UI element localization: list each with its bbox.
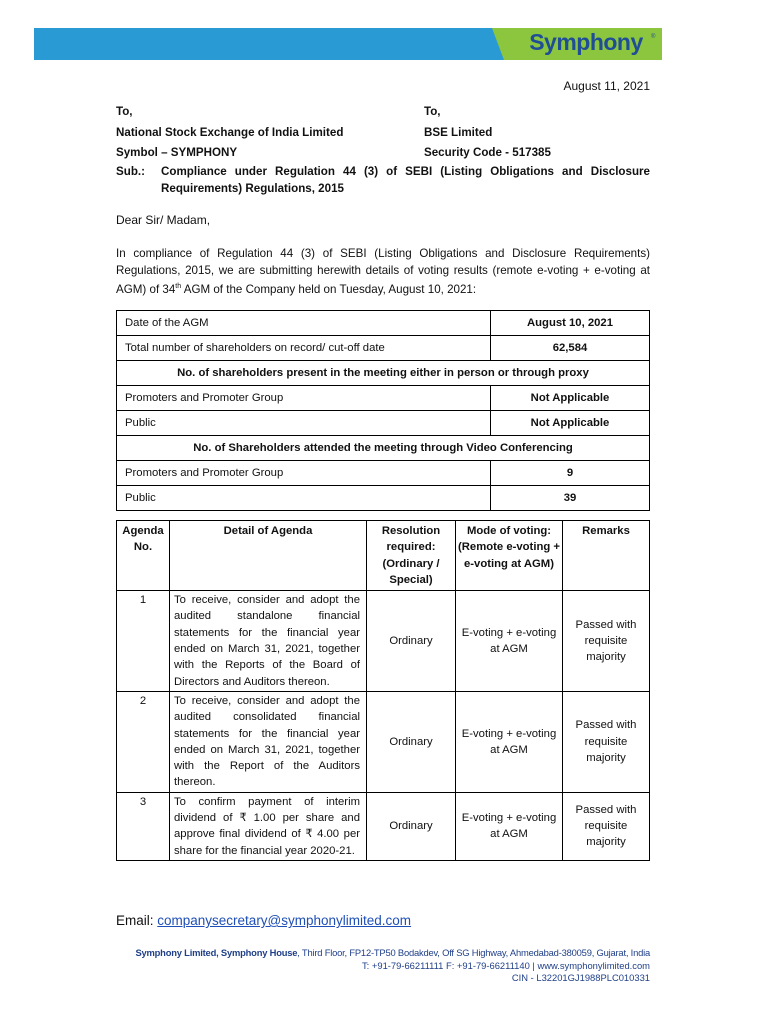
company-footer [135,947,650,985]
recipient-to: To, [424,105,441,118]
present-promoter-label: Promoters and Promoter Group [117,386,491,411]
agenda-remarks: Passed with requisite majority [563,591,650,692]
vc-section-header: No. of Shareholders attended the meeting through Video Conferencing [117,436,650,461]
company-logo: Symphony [529,29,643,55]
table-row [117,361,650,386]
recipient-nse [116,102,343,164]
vc-promoter-label: Promoters and Promoter Group [117,461,491,486]
email-label: Email: [116,913,158,928]
table-row [117,792,650,860]
present-public-value: Not Applicable [491,411,650,436]
recipient-code: Security Code - 517385 [424,146,551,159]
table-row [117,386,650,411]
body-superscript: th [175,283,182,290]
footer-address-line [135,947,650,960]
agenda-table [116,520,650,861]
table-row [117,691,650,792]
recipient-name: BSE Limited [424,125,493,139]
banner-blue-bar [34,28,514,60]
recipient-code: Symbol – SYMPHONY [116,146,238,159]
agm-date-label: Date of the AGM [117,311,491,336]
subject-label: Sub.: [116,165,145,178]
footer-cin: CIN - L32201GJ1988PLC010331 [511,972,650,983]
present-public-label: Public [117,411,491,436]
agenda-mode: E-voting + e-voting at AGM [456,691,563,792]
agenda-detail: To receive, consider and adopt the audited consolidated financial statements for the financial year ended on March 31, 2021, together with the Report of the Auditors thereon. [170,691,367,792]
footer-contact: T: +91-79-66211111 F: +91-79-66211140 | www.symphonylimited.com [361,959,650,971]
table-row [117,461,650,486]
col-remarks: Remarks [563,521,650,591]
agenda-resolution: Ordinary [367,792,456,860]
agenda-resolution: Ordinary [367,691,456,792]
present-promoter-value: Not Applicable [491,386,650,411]
subject-text: Compliance under Regulation 44 (3) of SEBI (Listing Obligations and Disclosure Requirements) Regulations, 2015 [161,165,650,195]
subject-line [116,163,650,197]
vc-public-value: 39 [491,486,650,511]
table-row [117,311,650,336]
present-section-header: No. of shareholders present in the meeting either in person or through proxy [117,361,650,386]
table-row [117,486,650,511]
agenda-remarks: Passed with requisite majority [563,792,650,860]
recipient-bse [424,102,551,164]
body-text-a: In compliance of Regulation 44 (3) of SEBI (Listing Obligations and Disclosure Requirements) Regulations, 2015, we are submitting herewith details of voting results (remote e-voting + e-voting at AGM) of 34 [116,247,650,296]
vc-public-label: Public [117,486,491,511]
agenda-mode: E-voting + e-voting at AGM [456,792,563,860]
agenda-no: 3 [117,792,170,860]
vc-promoter-value: 9 [491,461,650,486]
body-text-b: AGM of the Company held on Tuesday, August 10, 2021: [181,282,477,296]
shareholders-value: 62,584 [491,336,650,361]
letter-date: August 11, 2021 [563,79,650,93]
agenda-no: 2 [117,691,170,792]
agm-date-value: August 10, 2021 [491,311,650,336]
agenda-mode: E-voting + e-voting at AGM [456,591,563,692]
agenda-detail: To receive, consider and adopt the audited standalone financial statements for the financial year ended on March 31, 2021, together with the Reports of the Board of Directors and Auditors thereon. [170,591,367,692]
agenda-remarks: Passed with requisite majority [563,691,650,792]
col-mode: Mode of voting: (Remote e-voting + e-voting at AGM) [456,521,563,591]
agenda-no: 1 [117,591,170,692]
agenda-resolution: Ordinary [367,591,456,692]
footer-address: , Third Floor, FP12-TP50 Bodakdev, Off SG Highway, Ahmedabad-380059, Gujarat, India [297,947,650,958]
col-agenda-no: Agenda No. [117,521,170,591]
col-resolution: Resolution required: (Ordinary / Special) [367,521,456,591]
table-row [117,411,650,436]
table-header-row [117,521,650,591]
recipient-name: National Stock Exchange of India Limited [116,125,344,139]
salutation: Dear Sir/ Madam, [116,213,211,227]
recipient-to: To, [116,105,133,118]
col-detail: Detail of Agenda [170,521,367,591]
email-line [116,913,411,928]
body-paragraph [116,246,650,298]
agenda-detail: To confirm payment of interim dividend of ₹ 1.00 per share and approve final dividend of ₹ 4.00 per share for the financial year 2020-21. [170,792,367,860]
footer-company-name: Symphony Limited, Symphony House [135,947,298,958]
table-row [117,591,650,692]
table-row [117,436,650,461]
table-row [117,336,650,361]
shareholders-label: Total number of shareholders on record/ cut-off date [117,336,491,361]
email-link[interactable]: companysecretary@symphonylimited.com [157,913,412,928]
voting-summary-table [116,310,650,511]
logo-registered-mark: ® [651,34,656,40]
